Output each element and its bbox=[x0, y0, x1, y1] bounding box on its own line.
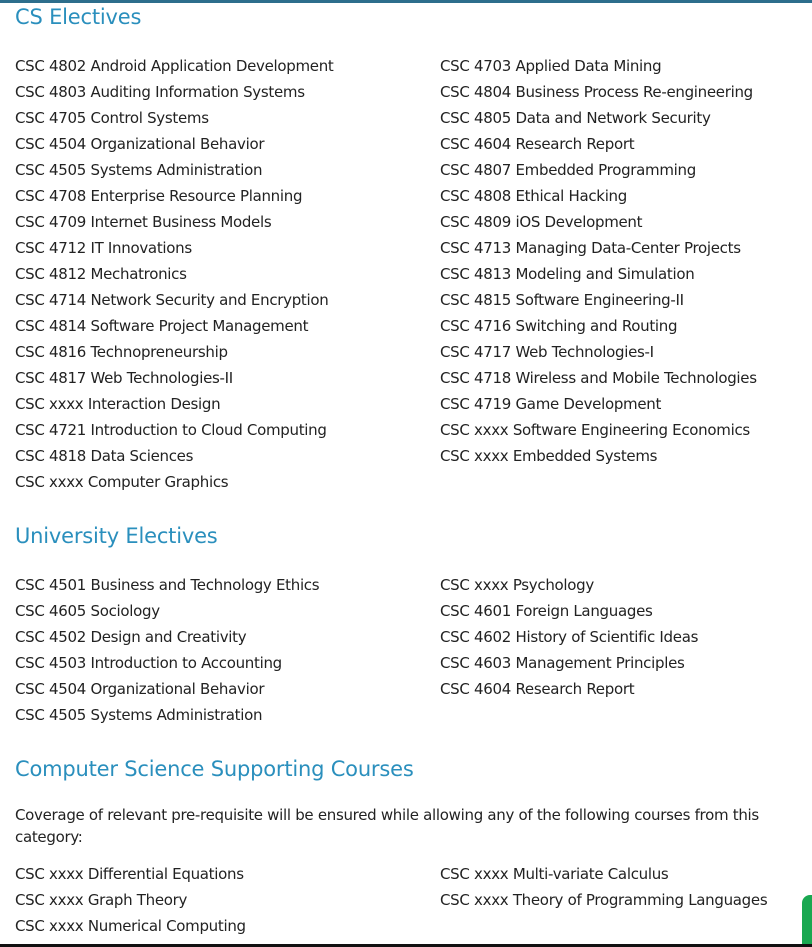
course-item: CSC xxxx Graph Theory bbox=[15, 891, 188, 909]
course-item: CSC 4807 Embedded Programming bbox=[440, 161, 696, 179]
course-item: CSC xxxx Psychology bbox=[440, 576, 594, 594]
course-item: CSC xxxx Theory of Programming Languages bbox=[440, 891, 768, 909]
course-item: CSC 4818 Data Sciences bbox=[15, 447, 194, 465]
course-item: CSC 4804 Business Process Re-engineering bbox=[440, 83, 753, 101]
course-item: CSC 4605 Sociology bbox=[15, 602, 160, 620]
course-item: CSC 4718 Wireless and Mobile Technologies bbox=[440, 369, 757, 387]
course-item: CSC 4602 History of Scientific Ideas bbox=[440, 628, 699, 646]
course-item: CSC 4717 Web Technologies-I bbox=[440, 343, 654, 361]
cs-electives-right-list bbox=[440, 53, 757, 469]
course-item: CSC 4812 Mechatronics bbox=[15, 265, 187, 283]
course-item: CSC 4813 Modeling and Simulation bbox=[440, 265, 695, 283]
course-item: CSC xxxx Differential Equations bbox=[15, 865, 244, 883]
university-electives-heading: University Electives bbox=[15, 524, 218, 548]
course-item: CSC 4502 Design and Creativity bbox=[15, 628, 247, 646]
course-item: CSC xxxx Software Engineering Economics bbox=[440, 421, 750, 439]
course-item: CSC 4601 Foreign Languages bbox=[440, 602, 653, 620]
course-item: CSC 4712 IT Innovations bbox=[15, 239, 192, 257]
course-item: CSC 4703 Applied Data Mining bbox=[440, 57, 662, 75]
supporting-courses-description: Coverage of relevant pre-requisite will be ensured while allowing any of the following courses from this category: bbox=[15, 806, 759, 846]
course-item: CSC 4714 Network Security and Encryption bbox=[15, 291, 329, 309]
course-item: CSC 4604 Research Report bbox=[440, 135, 635, 153]
course-item: CSC 4705 Control Systems bbox=[15, 109, 209, 127]
course-item: CSC xxxx Embedded Systems bbox=[440, 447, 658, 465]
course-item: CSC 4505 Systems Administration bbox=[15, 706, 263, 724]
course-item: CSC 4816 Technopreneurship bbox=[15, 343, 228, 361]
chat-widget-tab[interactable] bbox=[802, 895, 812, 945]
course-item: CSC 4721 Introduction to Cloud Computing bbox=[15, 421, 327, 439]
supporting-courses-right-list bbox=[440, 861, 767, 913]
course-item: CSC 4803 Auditing Information Systems bbox=[15, 83, 305, 101]
course-item: CSC 4503 Introduction to Accounting bbox=[15, 654, 282, 672]
course-item: CSC 4716 Switching and Routing bbox=[440, 317, 678, 335]
course-item: CSC 4713 Managing Data-Center Projects bbox=[440, 239, 741, 257]
course-item: CSC xxxx Interaction Design bbox=[15, 395, 221, 413]
course-item: CSC 4802 Android Application Development bbox=[15, 57, 334, 75]
course-item: CSC 4501 Business and Technology Ethics bbox=[15, 576, 320, 594]
course-item: CSC 4817 Web Technologies-II bbox=[15, 369, 233, 387]
university-electives-right-list bbox=[440, 572, 698, 702]
course-item: CSC 4808 Ethical Hacking bbox=[440, 187, 627, 205]
cs-electives-heading: CS Electives bbox=[15, 5, 142, 29]
cs-electives-left-list bbox=[15, 53, 334, 495]
course-item: CSC xxxx Computer Graphics bbox=[15, 473, 229, 491]
course-item: CSC 4505 Systems Administration bbox=[15, 161, 263, 179]
course-item: CSC 4815 Software Engineering-II bbox=[440, 291, 684, 309]
course-item: CSC 4603 Management Principles bbox=[440, 654, 685, 672]
course-item: CSC 4809 iOS Development bbox=[440, 213, 643, 231]
course-item: CSC 4504 Organizational Behavior bbox=[15, 135, 265, 153]
course-item: CSC 4814 Software Project Management bbox=[15, 317, 309, 335]
course-item: CSC 4719 Game Development bbox=[440, 395, 662, 413]
university-electives-left-list bbox=[15, 572, 319, 728]
course-item: CSC xxxx Multi-variate Calculus bbox=[440, 865, 669, 883]
course-item: CSC 4708 Enterprise Resource Planning bbox=[15, 187, 303, 205]
course-item: CSC 4805 Data and Network Security bbox=[440, 109, 711, 127]
course-item: CSC 4604 Research Report bbox=[440, 680, 635, 698]
course-item: CSC 4504 Organizational Behavior bbox=[15, 680, 265, 698]
course-item: CSC 4709 Internet Business Models bbox=[15, 213, 272, 231]
course-item: CSC xxxx Numerical Computing bbox=[15, 917, 246, 935]
supporting-courses-left-list bbox=[15, 861, 246, 939]
supporting-courses-heading: Computer Science Supporting Courses bbox=[15, 757, 414, 781]
